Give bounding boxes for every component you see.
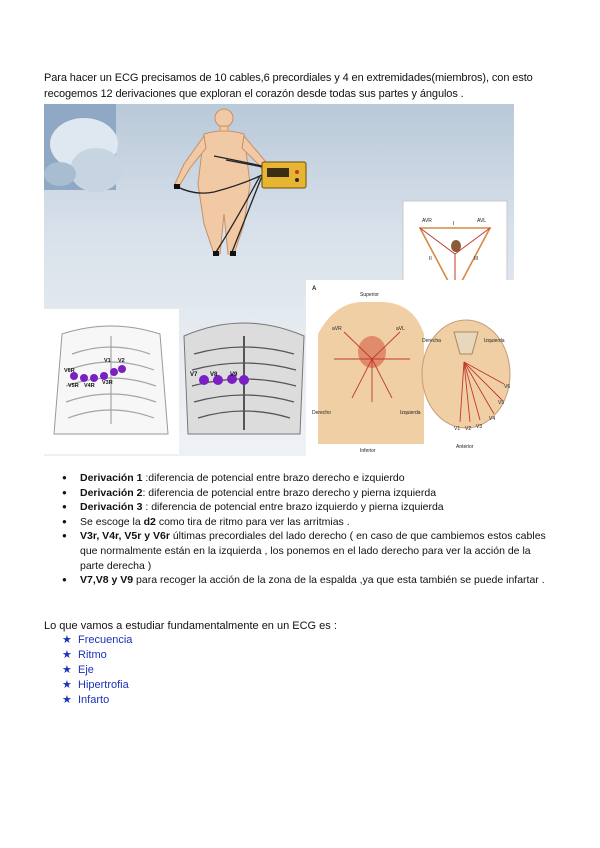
bullet-text: como tira de ritmo para ver las arritmias . [155, 515, 350, 528]
ecg-machine [262, 162, 306, 188]
list-item [62, 573, 552, 588]
bullet-text: para recoger la acción de la zona de la espalda ,ya que esta también se puede infartar . [133, 574, 545, 587]
star-icon: ★ [62, 634, 72, 646]
horizontal-izquierda: Izquierda [484, 338, 505, 344]
frontal-derecha: Derecho [312, 410, 331, 416]
intro-line-1: Para hacer un ECG precisamos de 10 cables,6 precordiales y 4 en extremidades(miembros), con esto [44, 72, 533, 84]
doctor-photo [44, 104, 122, 192]
list-item [62, 486, 552, 501]
chest-back-panel [184, 323, 304, 434]
horizontal-v5: V5 [498, 400, 505, 406]
topic-item [62, 693, 132, 708]
star-icon: ★ [62, 649, 72, 661]
section-lead: Lo que vamos a estudiar fundamentalmente en un ECG es : [44, 620, 337, 632]
electrode-v4r-label: V4R [84, 383, 95, 389]
bullet-term: V7,V8 y V9 [80, 574, 134, 587]
intro-line-2: recogemos 12 derivaciones que exploran el corazón desde todas sus partes y ángulos . [44, 88, 464, 100]
triangle-iii: III [474, 256, 479, 262]
list-item [62, 471, 552, 486]
electrode-v7-label: V7 [190, 372, 198, 378]
frontal-avr: aVR [332, 326, 342, 332]
bullet-pre: Se escoge la [80, 515, 144, 528]
bullet-text: últimas precordiales del lado derecho ( en caso de que cambiemos estos cables que normalmente están en la izquierda , los ponemos en el lado derecho para ver la acción de la parte derecha ) [80, 530, 546, 572]
topic-item [62, 663, 132, 678]
bullet-term: Derivación 3 [80, 501, 143, 514]
topic-label: Infarto [78, 694, 110, 706]
frontal-inferior: Inferior [360, 448, 376, 454]
horizontal-v3: V3 [476, 424, 483, 430]
electrode-v3r-label: V3R [102, 380, 113, 386]
electrode-v1-label: V1 [104, 358, 111, 364]
human-figure [174, 109, 276, 254]
electrode-v5r-label: V5R [68, 383, 79, 389]
horizontal-anterior: Anterior [456, 444, 474, 450]
star-icon: ★ [62, 694, 72, 706]
topic-item [62, 633, 132, 648]
topic-label: Ritmo [78, 649, 107, 661]
horizontal-v2: V2 [465, 426, 472, 432]
ecg-illustration [44, 104, 514, 456]
topic-item [62, 678, 132, 693]
electrode-v2-label: V2 [118, 358, 125, 364]
topic-item [62, 648, 132, 663]
horizontal-v1: V1 [454, 426, 461, 432]
star-icon: ★ [62, 664, 72, 676]
triangle-avl: AVL [477, 218, 487, 224]
bullet-term: Derivación 2 [80, 486, 143, 499]
topic-label: Hipertrofia [78, 679, 129, 691]
triangle-i: I [453, 221, 455, 227]
electrode-v9-label: V9 [230, 372, 238, 378]
topic-label: Eje [78, 664, 94, 676]
horizontal-plane-panel [422, 320, 510, 428]
list-item [62, 500, 552, 515]
triangle-avr: AVR [422, 218, 432, 224]
electrode-v8-label: V8 [210, 372, 218, 378]
bullet-text: : diferencia de potencial entre brazo derecho y pierna izquierda [142, 486, 437, 499]
bullet-term: Derivación 1 [80, 472, 143, 484]
horizontal-derecha: Derecha [422, 338, 441, 344]
frontal-letter: A [312, 286, 317, 292]
intro-paragraph [44, 70, 564, 102]
frontal-superior: Superior [360, 292, 379, 298]
ecg-figure [44, 104, 514, 456]
frontal-izquierda: Izquierda [400, 410, 421, 416]
derivation-list [62, 471, 552, 588]
list-item [62, 529, 552, 573]
frontal-avl: aVL [396, 326, 405, 332]
bullet-term: d2 [143, 515, 156, 528]
bullet-text: : diferencia de potencial entre brazo izquierdo y pierna izquierda [142, 501, 444, 514]
star-icon: ★ [62, 679, 72, 691]
horizontal-v4: V4 [489, 416, 496, 422]
horizontal-v6: V6 [504, 384, 511, 390]
topic-label: Frecuencia [78, 634, 133, 646]
triangle-ii: II [429, 256, 432, 262]
list-item [62, 515, 552, 530]
topic-list [62, 633, 132, 708]
electrode-v6r-label: V6R [64, 368, 75, 374]
bullet-text: :diferencia de potencial entre brazo derecho e izquierdo [142, 472, 405, 484]
bullet-term: V3r, V4r, V5r y V6r [80, 530, 170, 543]
